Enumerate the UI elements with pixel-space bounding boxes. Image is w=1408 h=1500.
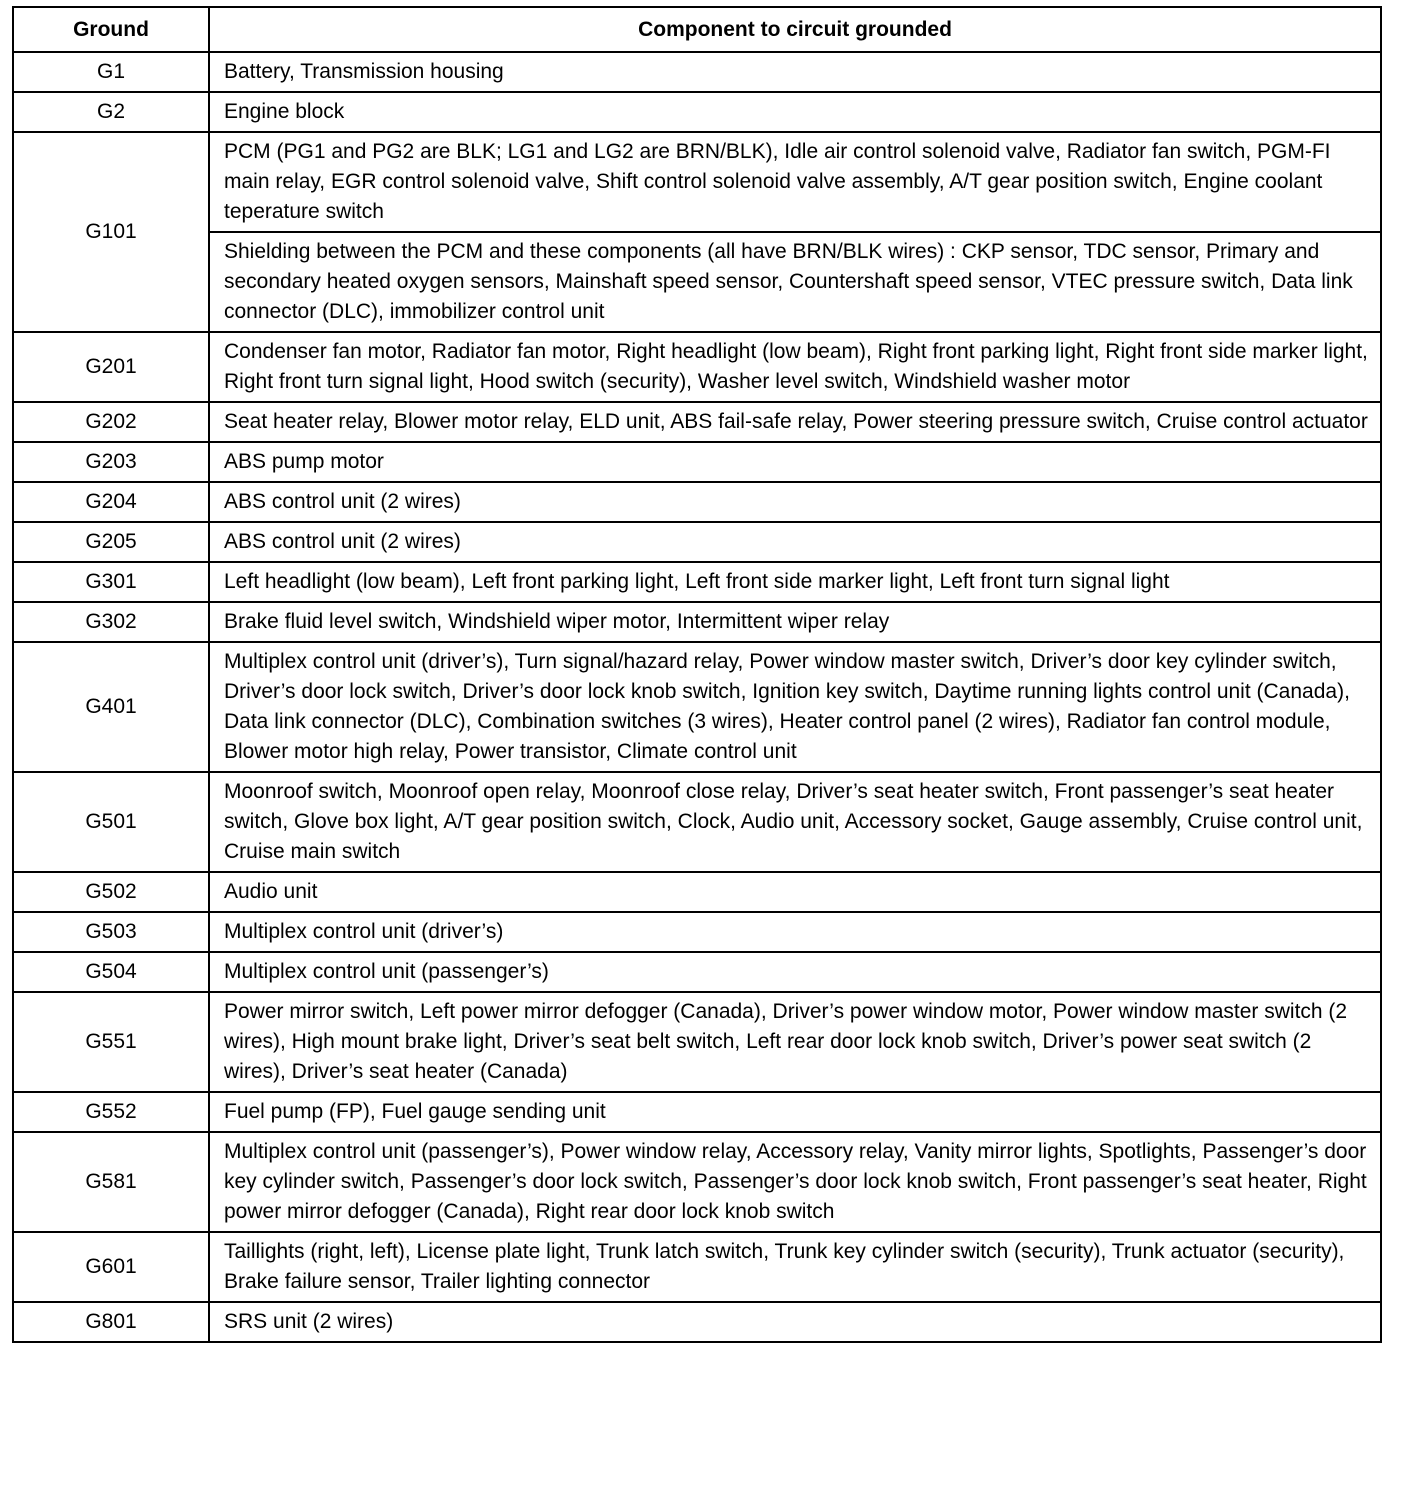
- component-list: Multiplex control unit (driver’s), Turn signal/hazard relay, Power window master switch, Driver’s door key cylinder switch, Driver’s door lock switch, Driver’s door lock knob switch, Ignition key switch, Daytime running lights control unit (Canada), Data link connector (DLC), Combination switches (3 wires), Heater control panel (2 wires), Radiator fan control module, Blower motor high relay, Power transistor, Climate control unit: [209, 642, 1381, 772]
- ground-table: [12, 6, 1382, 1343]
- component-list: Power mirror switch, Left power mirror defogger (Canada), Driver’s power window motor, Power window master switch (2 wires), High mount brake light, Driver’s seat belt switch, Left rear door lock knob switch, Driver’s power seat switch (2 wires), Driver’s seat heater (Canada): [209, 992, 1381, 1092]
- table-row: [13, 772, 1381, 872]
- table-row: [13, 232, 1381, 332]
- table-row: [13, 522, 1381, 562]
- component-list: SRS unit (2 wires): [209, 1302, 1381, 1342]
- table-row: [13, 602, 1381, 642]
- component-list: Condenser fan motor, Radiator fan motor, Right headlight (low beam), Right front parking light, Right front side marker light, Right front turn signal light, Hood switch (security), Washer level switch, Windshield washer motor: [209, 332, 1381, 402]
- table-row: [13, 92, 1381, 132]
- component-list: Battery, Transmission housing: [209, 52, 1381, 92]
- ground-id: G501: [13, 772, 209, 872]
- component-list: Moonroof switch, Moonroof open relay, Moonroof close relay, Driver’s seat heater switch, Front passenger’s seat heater switch, Glove box light, A/T gear position switch, Clock, Audio unit, Accessory socket, Gauge assembly, Cruise control unit, Cruise main switch: [209, 772, 1381, 872]
- header-row: [13, 7, 1381, 52]
- ground-id: G204: [13, 482, 209, 522]
- component-list: ABS control unit (2 wires): [209, 482, 1381, 522]
- table-row: [13, 992, 1381, 1092]
- ground-id: G203: [13, 442, 209, 482]
- component-list: Multiplex control unit (passenger’s): [209, 952, 1381, 992]
- ground-id: G302: [13, 602, 209, 642]
- table-row: [13, 642, 1381, 772]
- ground-id: G201: [13, 332, 209, 402]
- component-list: Fuel pump (FP), Fuel gauge sending unit: [209, 1092, 1381, 1132]
- component-list: Multiplex control unit (passenger’s), Power window relay, Accessory relay, Vanity mirror lights, Spotlights, Passenger’s door key cylinder switch, Passenger’s door lock switch, Passenger’s door lock knob switch, Front passenger’s seat heater, Right power mirror defogger (Canada), Right rear door lock knob switch: [209, 1132, 1381, 1232]
- table-row: [13, 1232, 1381, 1302]
- component-list: Taillights (right, left), License plate light, Trunk latch switch, Trunk key cylinder switch (security), Trunk actuator (security), Brake failure sensor, Trailer lighting connector: [209, 1232, 1381, 1302]
- component-list: ABS pump motor: [209, 442, 1381, 482]
- component-list: PCM (PG1 and PG2 are BLK; LG1 and LG2 are BRN/BLK), Idle air control solenoid valve, Radiator fan switch, PGM-FI main relay, EGR control solenoid valve, Shift control solenoid valve assembly, A/T gear position switch, Engine coolant teperature switch: [209, 132, 1381, 232]
- table-row: [13, 132, 1381, 232]
- component-list: Engine block: [209, 92, 1381, 132]
- ground-id: G601: [13, 1232, 209, 1302]
- table-body: [13, 52, 1381, 1342]
- ground-id: G2: [13, 92, 209, 132]
- ground-id: G801: [13, 1302, 209, 1342]
- ground-id: G504: [13, 952, 209, 992]
- table-row: [13, 482, 1381, 522]
- component-list: Audio unit: [209, 872, 1381, 912]
- table-row: [13, 1302, 1381, 1342]
- table-row: [13, 442, 1381, 482]
- table-row: [13, 1092, 1381, 1132]
- ground-id: G503: [13, 912, 209, 952]
- table-row: [13, 402, 1381, 442]
- component-list: Seat heater relay, Blower motor relay, ELD unit, ABS fail-safe relay, Power steering pressure switch, Cruise control actuator: [209, 402, 1381, 442]
- ground-id: G202: [13, 402, 209, 442]
- ground-id: G1: [13, 52, 209, 92]
- component-list: Brake fluid level switch, Windshield wiper motor, Intermittent wiper relay: [209, 602, 1381, 642]
- table-row: [13, 872, 1381, 912]
- component-list: ABS control unit (2 wires): [209, 522, 1381, 562]
- table-row: [13, 952, 1381, 992]
- table-row: [13, 562, 1381, 602]
- ground-id: G551: [13, 992, 209, 1092]
- ground-id: G101: [13, 132, 209, 332]
- header-component: Component to circuit grounded: [209, 7, 1381, 52]
- component-list: Multiplex control unit (driver’s): [209, 912, 1381, 952]
- ground-id: G401: [13, 642, 209, 772]
- ground-id: G581: [13, 1132, 209, 1232]
- table-row: [13, 1132, 1381, 1232]
- component-list: Shielding between the PCM and these components (all have BRN/BLK wires) : CKP sensor, TDC sensor, Primary and secondary heated oxygen sensors, Mainshaft speed sensor, Countershaft speed sensor, VTEC pressure switch, Data link connector (DLC), immobilizer control unit: [209, 232, 1381, 332]
- ground-id: G205: [13, 522, 209, 562]
- table-row: [13, 52, 1381, 92]
- header-ground: Ground: [13, 7, 209, 52]
- component-list: Left headlight (low beam), Left front parking light, Left front side marker light, Left front turn signal light: [209, 562, 1381, 602]
- table-row: [13, 912, 1381, 952]
- ground-id: G301: [13, 562, 209, 602]
- ground-id: G552: [13, 1092, 209, 1132]
- ground-id: G502: [13, 872, 209, 912]
- table-row: [13, 332, 1381, 402]
